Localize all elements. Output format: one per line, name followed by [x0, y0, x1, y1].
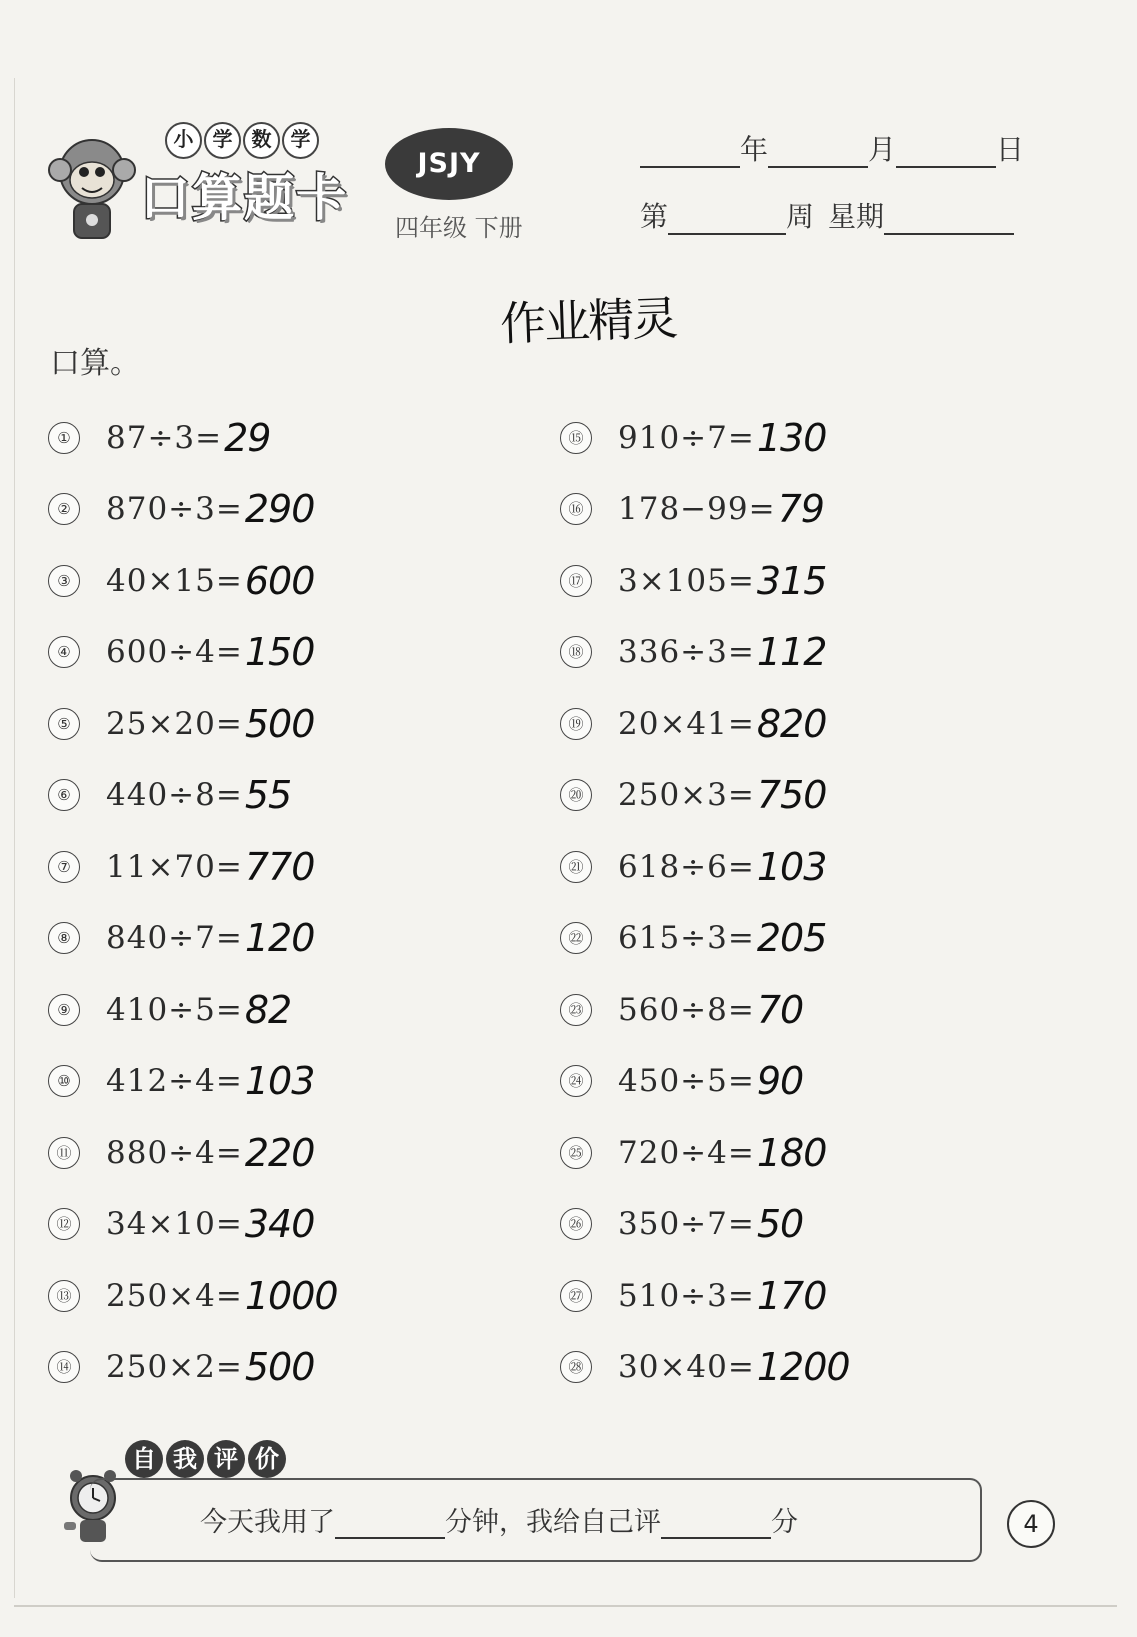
self-eval-char: 价 — [248, 1440, 286, 1478]
problem-number: ⑯ — [560, 493, 592, 525]
weekday-blank[interactable] — [884, 201, 1014, 235]
problem-expression: 30×40= — [618, 1349, 755, 1386]
handwritten-answer[interactable]: 770 — [244, 844, 315, 889]
problem-expression: 720÷4= — [618, 1134, 755, 1171]
problem-row — [560, 1260, 850, 1332]
date-fields — [640, 128, 1024, 168]
handwritten-answer[interactable]: 600 — [244, 558, 315, 603]
problem-expression: 20×41= — [618, 705, 755, 742]
handwritten-answer[interactable]: 50 — [756, 1202, 804, 1247]
handwritten-answer[interactable]: 90 — [756, 1059, 804, 1104]
handwritten-answer[interactable]: 1000 — [244, 1273, 338, 1318]
handwritten-answer[interactable]: 150 — [244, 630, 315, 675]
problem-number: ㉒ — [560, 922, 592, 954]
problem-row — [48, 831, 338, 903]
problem-column-right — [560, 402, 850, 1403]
problem-number: ㉗ — [560, 1280, 592, 1312]
handwritten-answer[interactable]: 315 — [756, 558, 827, 603]
problem-number: ⑫ — [48, 1208, 80, 1240]
problem-number: ⑨ — [48, 994, 80, 1026]
problem-row — [48, 617, 338, 689]
self-eval-char: 自 — [125, 1440, 163, 1478]
problem-expression: 618÷6= — [618, 848, 755, 885]
problem-expression: 450÷5= — [618, 1063, 755, 1100]
problem-expression: 615÷3= — [618, 920, 755, 957]
day-blank[interactable] — [896, 134, 996, 168]
problem-number: ㉑ — [560, 851, 592, 883]
problem-expression: 910÷7= — [618, 419, 755, 456]
problem-number: ⑳ — [560, 779, 592, 811]
handwritten-answer[interactable]: 340 — [244, 1202, 315, 1247]
bottom-rule — [14, 1605, 1117, 1607]
score-blank[interactable] — [661, 1509, 771, 1539]
handwritten-answer[interactable]: 130 — [756, 415, 827, 460]
problem-number: ㉖ — [560, 1208, 592, 1240]
problem-row — [560, 545, 850, 617]
page-number: 4 — [1007, 1500, 1055, 1548]
handwritten-answer[interactable]: 103 — [756, 844, 827, 889]
monkey-mascot-icon — [42, 130, 142, 250]
brand-sub-char: 小 — [165, 122, 202, 159]
problem-row — [48, 1046, 338, 1118]
handwritten-answer[interactable]: 120 — [244, 916, 315, 961]
self-evaluation-line — [200, 1500, 798, 1539]
day-label: 日 — [996, 133, 1025, 166]
handwritten-answer[interactable]: 500 — [244, 1345, 315, 1390]
problem-row — [48, 545, 338, 617]
problem-row — [48, 1332, 338, 1404]
grade-label: 四年级 下册 — [395, 214, 523, 242]
problem-number: ② — [48, 493, 80, 525]
problem-expression: 250×4= — [106, 1277, 243, 1314]
self-eval-char: 我 — [166, 1440, 204, 1478]
handwritten-answer[interactable]: 1200 — [756, 1345, 850, 1390]
minutes-blank[interactable] — [335, 1509, 445, 1539]
problem-expression: 412÷4= — [106, 1063, 243, 1100]
problem-number: ⑥ — [48, 779, 80, 811]
self-evaluation-tag — [125, 1440, 286, 1478]
problem-row — [48, 1260, 338, 1332]
problem-number: ㉓ — [560, 994, 592, 1026]
eval-text-after: 分 — [771, 1507, 798, 1538]
brand-title: 口算题卡 — [140, 169, 348, 227]
problem-expression: 40×15= — [106, 562, 243, 599]
handwritten-title: 作业精灵 — [499, 290, 677, 352]
problem-expression: 880÷4= — [106, 1134, 243, 1171]
problem-row — [560, 402, 850, 474]
problem-expression: 250×3= — [618, 777, 755, 814]
problem-expression: 3×105= — [618, 562, 755, 599]
problem-row — [48, 1117, 338, 1189]
problem-row — [48, 760, 338, 832]
handwritten-answer[interactable]: 290 — [244, 487, 315, 532]
problem-number: ㉕ — [560, 1137, 592, 1169]
handwritten-answer[interactable]: 500 — [244, 701, 315, 746]
problem-number: ① — [48, 422, 80, 454]
handwritten-answer[interactable]: 103 — [244, 1059, 315, 1104]
problem-expression: 87÷3= — [106, 419, 223, 456]
problem-number: ㉔ — [560, 1065, 592, 1097]
problem-row — [48, 474, 338, 546]
problem-expression: 350÷7= — [618, 1206, 755, 1243]
eval-text-before: 今天我用了 — [200, 1507, 335, 1538]
problem-expression: 440÷8= — [106, 777, 243, 814]
problem-row — [48, 688, 338, 760]
problem-expression: 560÷8= — [618, 991, 755, 1028]
problem-expression: 178−99= — [618, 491, 776, 528]
brand-sub-char: 学 — [282, 122, 319, 159]
handwritten-answer[interactable]: 112 — [756, 630, 827, 675]
problem-expression: 410÷5= — [106, 991, 243, 1028]
brand-subtitle — [165, 122, 319, 159]
handwritten-answer[interactable]: 82 — [244, 987, 292, 1032]
problem-number: ⑧ — [48, 922, 80, 954]
problem-row — [560, 1332, 850, 1404]
problem-row — [48, 903, 338, 975]
problem-expression: 840÷7= — [106, 920, 243, 957]
handwritten-answer[interactable]: 750 — [756, 773, 827, 818]
handwritten-answer[interactable]: 79 — [777, 487, 824, 532]
problem-number: ⑭ — [48, 1351, 80, 1383]
problem-expression: 870÷3= — [106, 491, 243, 528]
problem-expression: 600÷4= — [106, 634, 243, 671]
handwritten-answer[interactable]: 820 — [756, 701, 827, 746]
year-blank[interactable] — [640, 134, 740, 168]
month-blank[interactable] — [768, 134, 868, 168]
problem-row — [560, 474, 850, 546]
problem-expression: 34×10= — [106, 1206, 243, 1243]
weekday-label: 星期 — [828, 200, 885, 233]
problem-expression: 336÷3= — [618, 634, 755, 671]
problem-number: ⑦ — [48, 851, 80, 883]
problem-row — [560, 760, 850, 832]
problem-row — [560, 617, 850, 689]
problem-number: ⑤ — [48, 708, 80, 740]
week-prefix-label: 第 — [640, 200, 669, 233]
brand-sub-char: 数 — [243, 122, 280, 159]
problem-row — [560, 1117, 850, 1189]
problem-number: ⑪ — [48, 1137, 80, 1169]
brand-sub-char: 学 — [204, 122, 241, 159]
handwritten-answer[interactable]: 170 — [756, 1273, 827, 1318]
problem-expression: 25×20= — [106, 705, 243, 742]
problem-row — [560, 903, 850, 975]
handwritten-answer[interactable]: 205 — [756, 916, 827, 961]
handwritten-answer[interactable]: 220 — [244, 1130, 315, 1175]
problem-number: ④ — [48, 636, 80, 668]
page-edge — [14, 78, 15, 1598]
week-fields — [640, 195, 1014, 235]
problem-number: ⑰ — [560, 565, 592, 597]
week-label: 周 — [786, 200, 815, 233]
instruction-text: 口算。 — [50, 346, 140, 381]
problem-number: ③ — [48, 565, 80, 597]
problem-number: ⑮ — [560, 422, 592, 454]
problem-row — [48, 402, 338, 474]
problem-number: ⑲ — [560, 708, 592, 740]
problem-number: ⑩ — [48, 1065, 80, 1097]
problem-row — [560, 831, 850, 903]
problem-row — [560, 974, 850, 1046]
year-label: 年 — [740, 133, 769, 166]
publisher-badge: JSJY — [385, 128, 513, 200]
problem-column-left — [48, 402, 338, 1403]
problem-row — [560, 688, 850, 760]
problem-number: ㉘ — [560, 1351, 592, 1383]
problem-expression: 11×70= — [106, 848, 243, 885]
self-eval-char: 评 — [207, 1440, 245, 1478]
handwritten-answer[interactable]: 55 — [244, 773, 292, 818]
problem-row — [560, 1046, 850, 1118]
problem-row — [48, 1189, 338, 1261]
eval-text-middle: 分钟，我给自己评 — [445, 1507, 661, 1538]
problem-expression: 250×2= — [106, 1349, 243, 1386]
problem-expression: 510÷3= — [618, 1277, 755, 1314]
handwritten-answer[interactable]: 29 — [224, 415, 271, 460]
month-label: 月 — [868, 133, 897, 166]
problem-number: ⑱ — [560, 636, 592, 668]
problem-row — [48, 974, 338, 1046]
problem-row — [560, 1189, 850, 1261]
problem-number: ⑬ — [48, 1280, 80, 1312]
handwritten-answer[interactable]: 70 — [756, 987, 804, 1032]
handwritten-answer[interactable]: 180 — [756, 1130, 827, 1175]
week-number-blank[interactable] — [668, 201, 786, 235]
